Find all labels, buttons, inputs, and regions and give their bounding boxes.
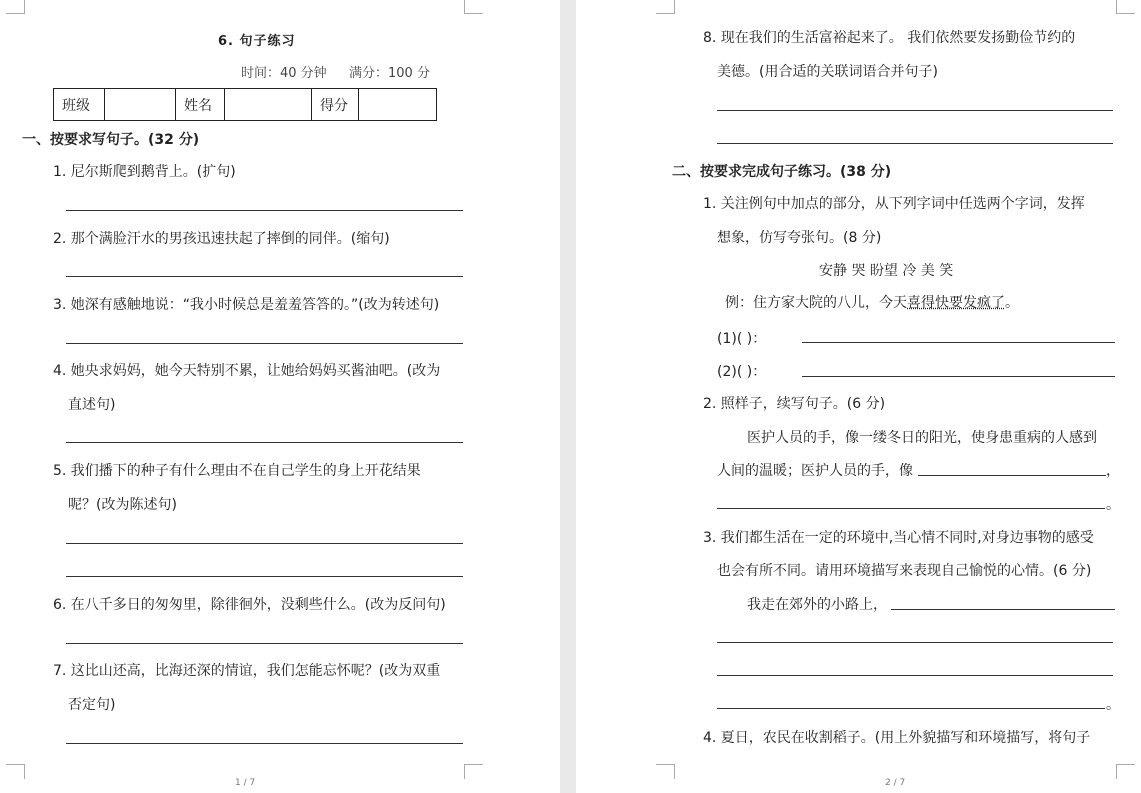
answer-line[interactable] — [717, 708, 1105, 709]
s2-question-3-line-2: 也会有所不同。请用环境描写来表现自己愉悦的心情。(6 分) — [717, 563, 1092, 579]
comma: ， — [1106, 463, 1120, 479]
crop-mark — [656, 0, 675, 14]
answer-line[interactable] — [66, 343, 463, 344]
answer-line[interactable] — [717, 143, 1113, 144]
crop-mark — [1116, 0, 1135, 14]
example-prefix: 例：住方家大院的八儿，今天 — [725, 295, 907, 311]
name-label: 姓名 — [176, 89, 225, 121]
blank-2-label: (2)( )： — [717, 364, 767, 380]
name-field[interactable] — [225, 89, 312, 121]
crop-mark — [464, 0, 483, 14]
answer-line[interactable] — [918, 475, 1106, 476]
crop-mark — [656, 764, 675, 779]
answer-line[interactable] — [66, 210, 463, 211]
answer-line[interactable] — [66, 442, 463, 443]
question-2: 2. 那个满脸汗水的男孩迅速扶起了摔倒的同伴。(缩句) — [53, 231, 390, 247]
s2-question-1-line-2: 想象，仿写夸张句。(8 分) — [717, 230, 882, 246]
answer-line[interactable] — [66, 276, 463, 277]
crop-mark — [1116, 764, 1135, 779]
time-label: 时间：40 分钟 — [241, 66, 327, 81]
score-field[interactable] — [359, 89, 437, 121]
crop-mark — [464, 764, 483, 779]
section-2-title: 二、按要求完成句子练习。(38 分) — [672, 164, 892, 180]
example-suffix: 。 — [1005, 295, 1019, 311]
page-number: 2 / 7 — [885, 778, 906, 788]
period: 。 — [1106, 497, 1120, 513]
word-list: 安静 哭 盼望 冷 美 笑 — [819, 263, 954, 279]
s2-question-1-line-1: 1. 关注例句中加点的部分，从下列字词中任选两个字词，发挥 — [703, 196, 1085, 212]
s2-question-2: 2. 照样子，续写句子。(6 分) — [703, 396, 886, 412]
question-5-line-1: 5. 我们播下的种子有什么理由不在自己学生的身上开花结果 — [53, 463, 421, 479]
answer-line[interactable] — [891, 609, 1115, 610]
period: 。 — [1106, 697, 1120, 713]
page-title: 6. 句子练习 — [218, 34, 296, 49]
document-page-2 — [576, 0, 1141, 793]
class-field[interactable] — [105, 89, 176, 121]
answer-line[interactable] — [717, 508, 1105, 509]
s2-question-3-start: 我走在郊外的小路上， — [747, 597, 887, 613]
score-label: 满分：100 分 — [349, 66, 430, 81]
example-dotted: 喜得快要发疯了 — [907, 295, 1005, 311]
question-4-line-1: 4. 她央求妈妈，她今天特别不累，让她给妈妈买酱油吧。(改为 — [53, 363, 441, 379]
question-8-line-1: 8. 现在我们的生活富裕起来了。 我们依然要发扬勤俭节约的 — [703, 30, 1076, 46]
crop-mark — [6, 0, 25, 14]
question-7-line-2: 否定句) — [68, 697, 116, 713]
info-table — [53, 88, 437, 121]
answer-line[interactable] — [802, 376, 1115, 377]
answer-line[interactable] — [802, 342, 1115, 343]
section-1-title: 一、按要求写句子。(32 分) — [22, 132, 200, 148]
question-8-line-2: 美德。(用合适的关联词语合并句子) — [717, 64, 938, 80]
question-7-line-1: 7. 这比山还高，比海还深的情谊，我们怎能忘怀呢？(改为双重 — [53, 663, 441, 679]
example-sentence — [725, 292, 1019, 312]
s2-question-3-line-1: 3. 我们都生活在一定的环境中,当心情不同时,对身边事物的感受 — [703, 530, 1094, 546]
s2-question-2-text-2: 人间的温暖；医护人员的手，像 — [717, 463, 913, 479]
answer-line[interactable] — [66, 643, 463, 644]
blank-1-label: (1)( )： — [717, 331, 767, 347]
page-number: 1 / 7 — [235, 778, 256, 788]
document-page-1 — [0, 0, 560, 793]
class-label: 班级 — [54, 89, 105, 121]
answer-line[interactable] — [717, 110, 1113, 111]
question-3: 3. 她深有感触地说：“我小时候总是羞羞答答的。”(改为转述句) — [53, 297, 440, 313]
answer-line[interactable] — [717, 642, 1113, 643]
answer-line[interactable] — [66, 576, 463, 577]
answer-line[interactable] — [66, 743, 463, 744]
question-1: 1. 尼尔斯爬到鹅背上。(扩句) — [53, 164, 236, 180]
crop-mark — [6, 764, 25, 779]
score-field-label: 得分 — [312, 89, 359, 121]
answer-line[interactable] — [717, 675, 1113, 676]
question-4-line-2: 直述句) — [68, 397, 116, 413]
question-5-line-2: 呢？(改为陈述句) — [68, 497, 177, 513]
s2-question-4: 4. 夏日，农民在收割稻子。(用上外貌描写和环境描写，将句子 — [703, 730, 1091, 746]
s2-question-2-text-1: 医护人员的手，像一缕冬日的阳光，使身患重病的人感到 — [747, 430, 1097, 446]
answer-line[interactable] — [66, 543, 463, 544]
question-6: 6. 在八千多日的匆匆里，除徘徊外，没剩些什么。(改为反问句) — [53, 597, 446, 613]
